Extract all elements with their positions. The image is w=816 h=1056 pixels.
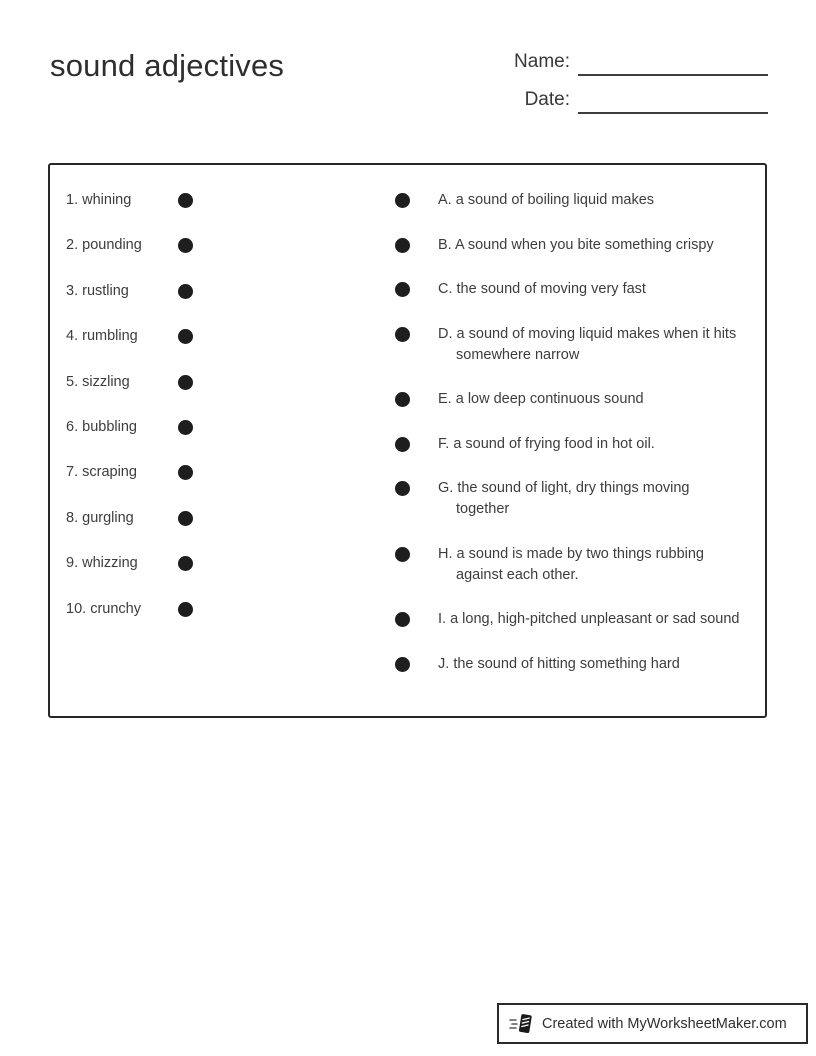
term-label xyxy=(66,237,142,253)
definition-text xyxy=(438,478,740,520)
term-word: gurgling xyxy=(82,509,134,526)
date-input-line[interactable] xyxy=(578,86,768,114)
term-row-6 xyxy=(66,417,386,438)
term-row-2 xyxy=(66,235,386,256)
match-dot xyxy=(395,437,410,452)
definition-letter: H. xyxy=(438,545,453,562)
term-number: 4. xyxy=(66,328,79,345)
definition-letter: G. xyxy=(438,480,454,496)
matching-exercise-box xyxy=(48,163,767,718)
definition-row-J xyxy=(395,654,755,675)
match-dot xyxy=(395,392,410,407)
term-number: 8. xyxy=(66,509,79,526)
definition-row-F xyxy=(395,434,755,455)
definition-row-C xyxy=(395,279,755,300)
term-number: 2. xyxy=(66,237,79,254)
match-dot xyxy=(178,420,193,435)
name-date-block xyxy=(438,46,768,122)
definition-body: the sound of moving very fast xyxy=(456,281,646,297)
term-label xyxy=(66,601,141,617)
match-dot xyxy=(395,481,410,496)
match-dot xyxy=(395,327,410,342)
term-word: whizzing xyxy=(82,555,138,572)
name-label: Name: xyxy=(514,51,570,72)
credit-text: Created with MyWorksheetMaker.com xyxy=(542,1015,787,1032)
definition-row-H xyxy=(395,544,755,586)
term-label xyxy=(66,374,130,390)
term-row-10 xyxy=(66,599,386,620)
match-dot xyxy=(178,329,193,344)
match-dot xyxy=(395,282,410,297)
term-number: 5. xyxy=(66,373,79,390)
definition-text xyxy=(438,190,740,211)
definition-row-D xyxy=(395,324,755,366)
match-dot xyxy=(178,238,193,253)
match-dot xyxy=(395,193,410,208)
definition-body: a sound of boiling liquid makes xyxy=(455,192,655,208)
definition-row-A xyxy=(395,190,755,211)
match-dot xyxy=(178,375,193,390)
term-number: 1. xyxy=(66,192,79,208)
page-title: sound adjectives xyxy=(50,48,285,83)
term-number: 9. xyxy=(66,555,79,572)
definition-text xyxy=(438,235,740,256)
definition-letter: A. xyxy=(438,192,452,208)
definitions-column xyxy=(395,190,755,698)
term-number: 7. xyxy=(66,464,79,481)
match-dot xyxy=(395,547,410,562)
term-number: 3. xyxy=(66,282,79,299)
definition-body: a sound of frying food in hot oil. xyxy=(453,435,655,452)
term-word: rumbling xyxy=(82,328,138,345)
term-word: sizzling xyxy=(82,373,130,390)
term-label xyxy=(66,328,138,344)
match-dot xyxy=(178,284,193,299)
definition-letter: D. xyxy=(438,325,453,342)
definition-text xyxy=(438,544,740,586)
credit-link[interactable] xyxy=(497,1003,808,1044)
definition-body: a sound is made by two things rubbing against each other. xyxy=(456,545,704,583)
term-label xyxy=(66,192,131,208)
term-row-9 xyxy=(66,553,386,574)
term-row-4 xyxy=(66,326,386,347)
definition-body: a low deep continuous sound xyxy=(455,391,644,407)
definition-letter: E. xyxy=(438,391,452,407)
match-dot xyxy=(178,465,193,480)
match-dot xyxy=(178,511,193,526)
term-label xyxy=(66,419,137,435)
term-word: pounding xyxy=(82,237,142,254)
term-label xyxy=(66,283,129,299)
term-word: whining xyxy=(82,192,132,208)
term-row-8 xyxy=(66,508,386,529)
definition-text xyxy=(438,609,740,630)
definition-text xyxy=(438,389,740,410)
term-number: 10. xyxy=(66,600,87,617)
term-word: rustling xyxy=(82,282,129,299)
match-dot xyxy=(178,602,193,617)
term-row-5 xyxy=(66,372,386,393)
definition-body: a long, high-pitched unpleasant or sad sound xyxy=(450,611,740,627)
match-dot xyxy=(178,193,193,208)
match-dot xyxy=(395,238,410,253)
name-row xyxy=(438,46,768,76)
definition-row-B xyxy=(395,235,755,256)
term-row-3 xyxy=(66,281,386,302)
definition-row-G xyxy=(395,478,755,520)
definition-text xyxy=(438,654,740,675)
definition-body: the sound of light, dry things moving together xyxy=(456,480,690,517)
definition-letter: J. xyxy=(438,655,450,672)
definition-letter: B. xyxy=(438,236,452,253)
definition-body: A sound when you bite something crispy xyxy=(454,236,714,253)
date-label: Date: xyxy=(524,89,570,110)
definition-body: a sound of moving liquid makes when it hits somewhere narrow xyxy=(456,325,737,363)
name-input-line[interactable] xyxy=(578,48,768,76)
terms-column xyxy=(66,190,386,644)
match-dot xyxy=(395,657,410,672)
definition-letter: F. xyxy=(438,435,450,452)
flying-worksheet-icon xyxy=(509,1011,535,1037)
term-row-7 xyxy=(66,462,386,483)
term-label xyxy=(66,510,134,526)
date-row xyxy=(438,84,768,114)
definition-text xyxy=(438,434,740,455)
definition-letter: I. xyxy=(438,611,447,627)
match-dot xyxy=(178,556,193,571)
match-dot xyxy=(395,612,410,627)
definition-row-I xyxy=(395,609,755,630)
term-label xyxy=(66,555,138,571)
definition-letter: C. xyxy=(438,281,453,297)
term-word: bubbling xyxy=(82,418,137,435)
definition-text xyxy=(438,279,740,300)
term-row-1 xyxy=(66,190,386,211)
definition-text xyxy=(438,324,740,366)
term-word: crunchy xyxy=(90,600,141,617)
term-number: 6. xyxy=(66,418,79,435)
term-word: scraping xyxy=(82,464,137,481)
definition-row-E xyxy=(395,389,755,410)
term-label xyxy=(66,464,137,480)
definition-body: the sound of hitting something hard xyxy=(453,655,680,672)
